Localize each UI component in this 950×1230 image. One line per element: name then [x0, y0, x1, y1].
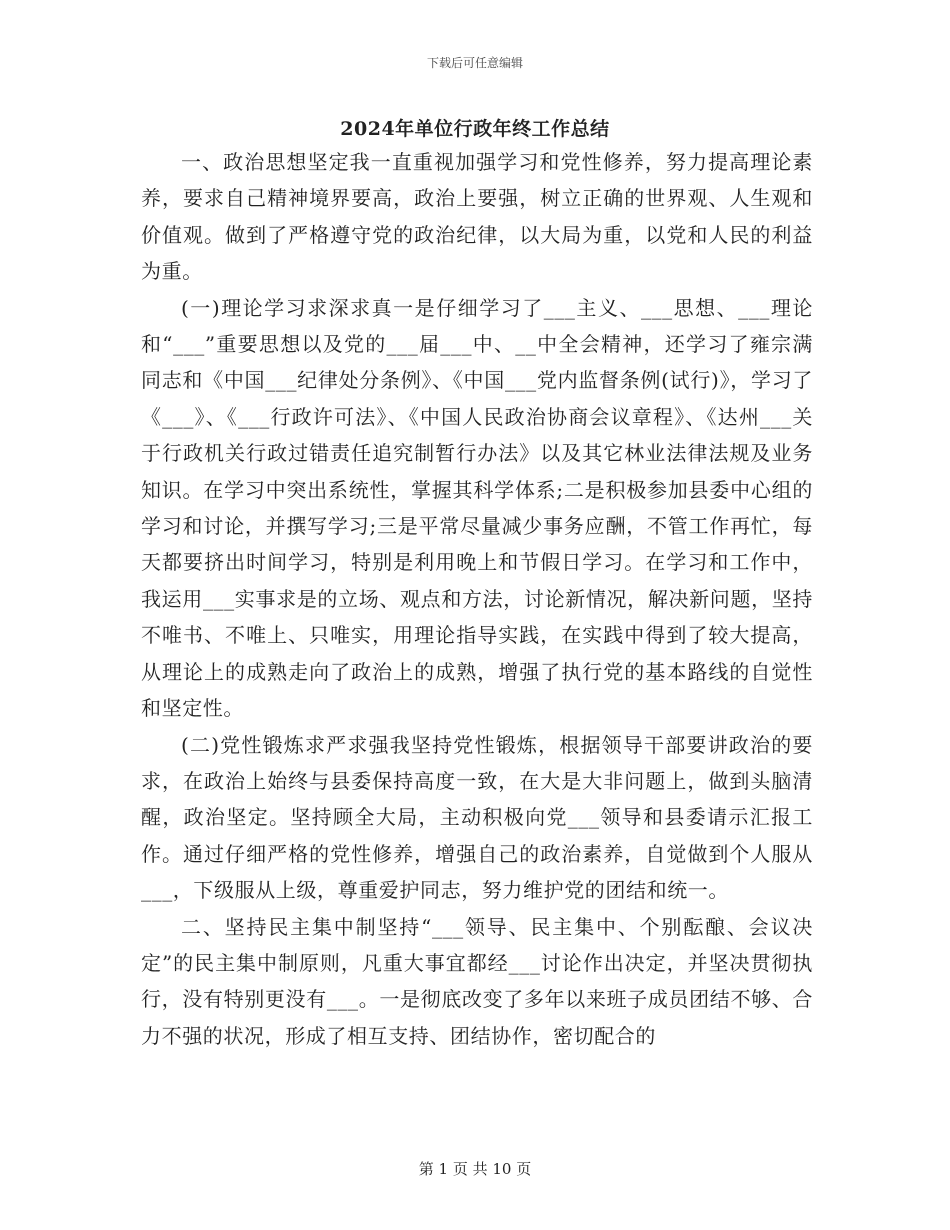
page-number: 第 1 页 共 10 页 [418, 1160, 532, 1178]
document-body [141, 144, 813, 1054]
document-title: 2024年单位行政年终工作总结 [340, 118, 610, 140]
paragraph-party-discipline: (二)党性锻炼求严求强我坚持党性锻炼，根据领导干部要讲政治的要求，在政治上始终与县委保持高度一致，在大是大非问题上，做到头脑清醒，政治坚定。坚持顾全大局，主动积极向党___领导和县委请示汇报工作。通过仔细严格的党性修养，增强自己的政治素养，自觉做到个人服从___，下级服从上级，尊重爱护同志，努力维护党的团结和统一。 [141, 732, 813, 903]
header-note: 下载后可任意编辑 [426, 56, 523, 70]
paragraph-political-thought: 一、政治思想坚定我一直重视加强学习和党性修养，努力提高理论素养，要求自己精神境界要高，政治上要强，树立正确的世界观、人生观和价值观。做到了严格遵守党的政治纪律，以大局为重，以党和人民的利益为重。 [141, 150, 813, 284]
paragraph-theory-study: (一)理论学习求深求真一是仔细学习了___主义、___思想、___理论和“___”重要思想以及党的___届___中、__中全会精神，还学习了雍宗满同志和《中国___纪律处分条例》、《中国___党内监督条例(试行)》，学习了《___》、《___行政许可法》、《中国人民政治协商会议章程》、《达州___关于行政机关行政过错责任追究制暂行办法》以及其它林业法律法规及业务知识。在学习中突出系统性，掌握其科学体系;二是积极参加县委中心组的学习和讨论，并撰写学习;三是平常尽量减少事务应酬，不管工作再忙，每天都要挤出时间学习，特别是利用晚上和节假日学习。在学习和工作中，我运用___实事求是的立场、观点和方法，讨论新情况，解决新问题，坚持不唯书、不唯上、只唯实，用理论指导实践，在实践中得到了较大提高，从理论上的成熟走向了政治上的成熟，增强了执行党的基本路线的自觉性和坚定性。 [141, 295, 813, 721]
paragraph-democratic-centralism: 二、坚持民主集中制坚持“___领导、民主集中、个别酝酿、会议决定”的民主集中制原则，凡重大事宜都经___讨论作出决定，并坚决贯彻执行，没有特别更没有___。一是彻底改变了多年以来班子成员团结不够、合力不强的状况，形成了相互支持、团结协作，密切配合的 [141, 914, 813, 1048]
